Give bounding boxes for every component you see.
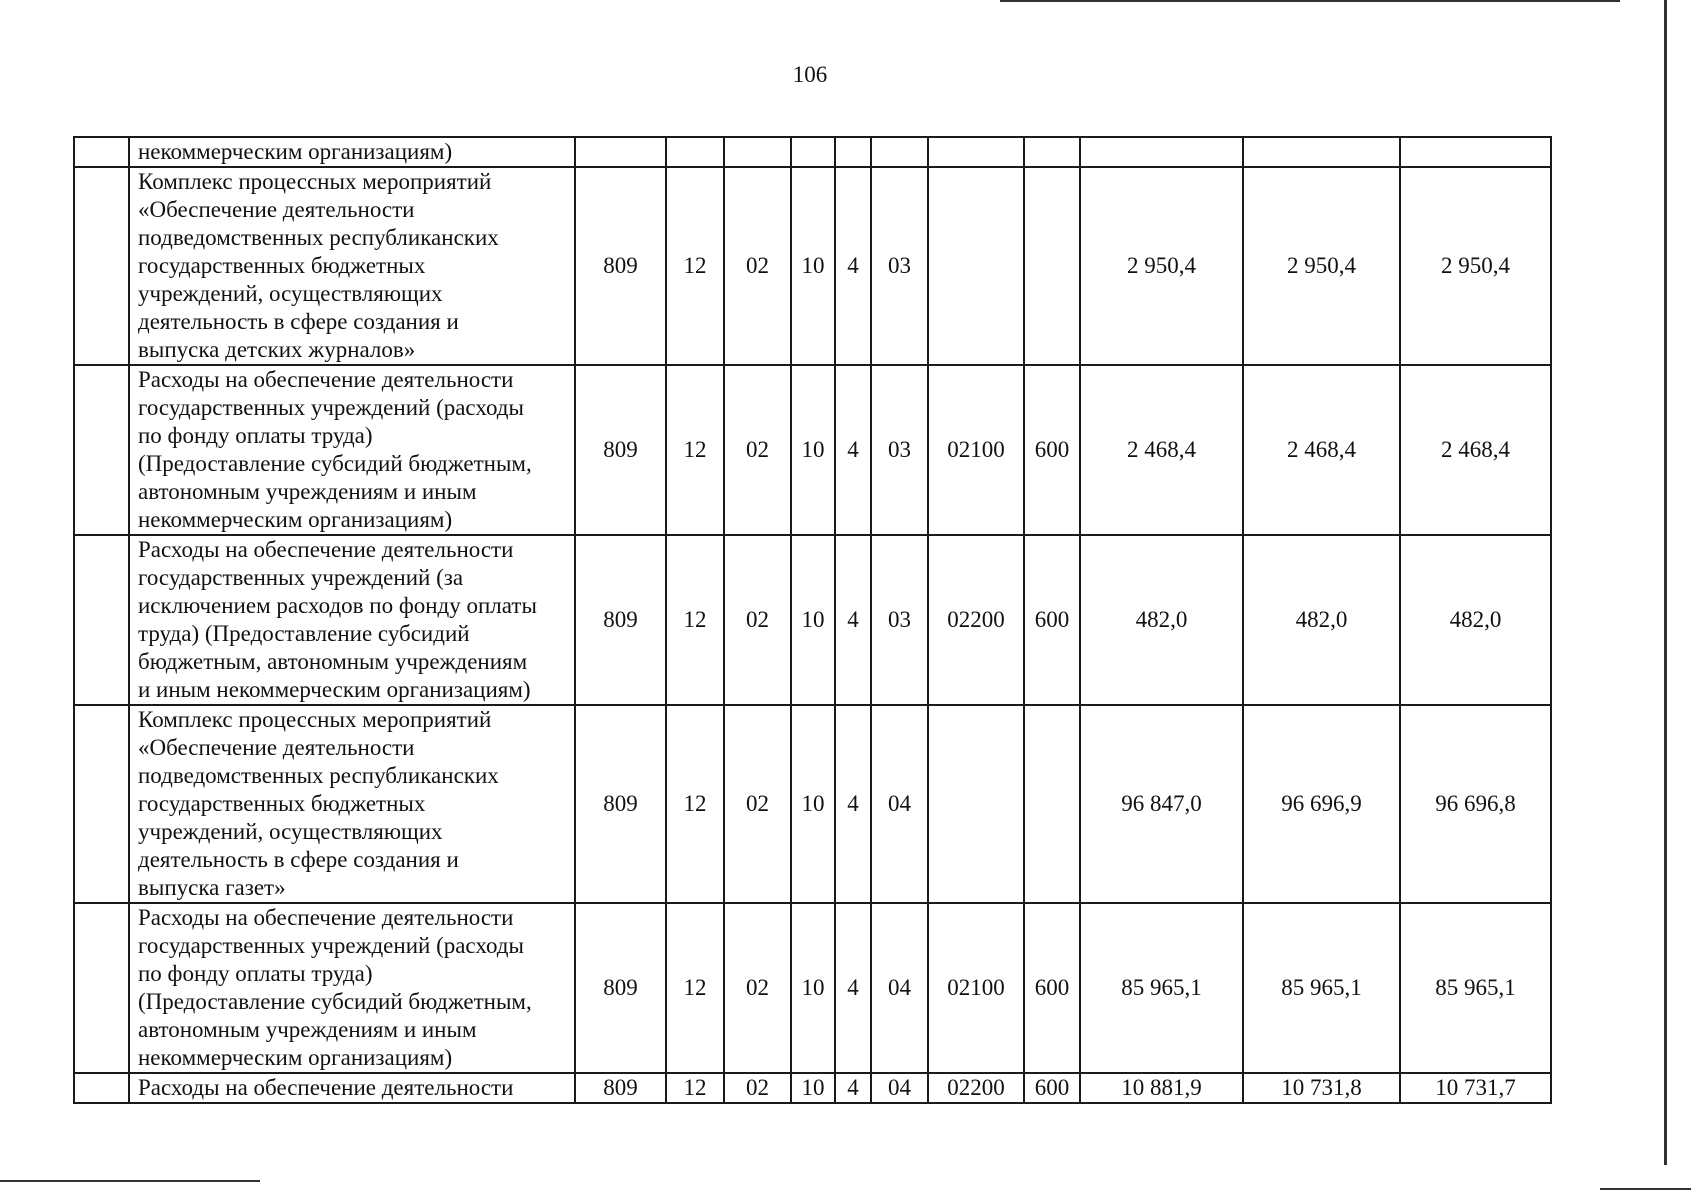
amount-year1-cell: 482,0 — [1080, 535, 1243, 705]
amount-year1-cell: 2 468,4 — [1080, 365, 1243, 535]
amount-year3-cell: 96 696,8 — [1400, 705, 1551, 903]
ministry-code-cell: 809 — [575, 167, 666, 365]
amount-year2-cell: 96 696,9 — [1243, 705, 1400, 903]
section-code-cell: 12 — [666, 705, 724, 903]
program-code-cell: 10 — [791, 535, 835, 705]
amount-year1-cell — [1080, 137, 1243, 167]
table-row — [74, 705, 1551, 903]
subprogram-code-cell: 03 — [871, 167, 928, 365]
ministry-code-cell: 809 — [575, 705, 666, 903]
amount-year3-cell — [1400, 137, 1551, 167]
expense-direction-cell: 02200 — [928, 535, 1024, 705]
scan-edge-line-bottom-right — [1600, 1188, 1691, 1190]
expense-type-cell — [1024, 137, 1080, 167]
program-type-cell: 4 — [835, 167, 871, 365]
section-code-cell: 12 — [666, 167, 724, 365]
amount-year3-cell: 2 468,4 — [1400, 365, 1551, 535]
scan-edge-line-bottom-left — [0, 1180, 260, 1182]
row-index-cell — [74, 535, 129, 705]
expense-type-cell — [1024, 167, 1080, 365]
amount-year2-cell: 85 965,1 — [1243, 903, 1400, 1073]
subprogram-code-cell: 04 — [871, 1073, 928, 1103]
row-index-cell — [74, 1073, 129, 1103]
amount-year2-cell: 2 468,4 — [1243, 365, 1400, 535]
table-row — [74, 903, 1551, 1073]
expense-type-cell — [1024, 705, 1080, 903]
section-code-cell: 12 — [666, 903, 724, 1073]
ministry-code-cell — [575, 137, 666, 167]
amount-year3-cell: 10 731,7 — [1400, 1073, 1551, 1103]
row-index-cell — [74, 705, 129, 903]
expense-type-cell: 600 — [1024, 903, 1080, 1073]
description-cell: Расходы на обеспечение деятельности государственных учреждений (расходы по фонду оплаты труда) (Предоставление субсидий бюджетным, автономным учреждениям и иным некоммерческим организациям) — [129, 365, 575, 535]
program-code-cell: 10 — [791, 167, 835, 365]
section-code-cell — [666, 137, 724, 167]
description-cell: Комплекс процессных мероприятий «Обеспечение деятельности подведомственных республиканских государственных бюджетных учреждений, осуществляющих деятельность в сфере создания и выпуска детских журналов» — [129, 167, 575, 365]
table-row — [74, 1073, 1551, 1103]
description-cell: Расходы на обеспечение деятельности государственных учреждений (за исключением расходов по фонду оплаты труда) (Предоставление субсидий бюджетным, автономным учреждениям и иным некоммерческим организациям) — [129, 535, 575, 705]
expense-type-cell: 600 — [1024, 535, 1080, 705]
amount-year1-cell: 85 965,1 — [1080, 903, 1243, 1073]
amount-year3-cell: 85 965,1 — [1400, 903, 1551, 1073]
program-code-cell: 10 — [791, 365, 835, 535]
subsection-code-cell: 02 — [724, 535, 791, 705]
ministry-code-cell: 809 — [575, 535, 666, 705]
amount-year1-cell: 2 950,4 — [1080, 167, 1243, 365]
amount-year3-cell: 482,0 — [1400, 535, 1551, 705]
program-code-cell: 10 — [791, 705, 835, 903]
section-code-cell: 12 — [666, 535, 724, 705]
expense-direction-cell: 02100 — [928, 903, 1024, 1073]
program-type-cell: 4 — [835, 1073, 871, 1103]
table-row — [74, 535, 1551, 705]
row-index-cell — [74, 167, 129, 365]
amount-year3-cell: 2 950,4 — [1400, 167, 1551, 365]
program-code-cell: 10 — [791, 1073, 835, 1103]
program-type-cell: 4 — [835, 365, 871, 535]
description-cell: Расходы на обеспечение деятельности — [129, 1073, 575, 1103]
table-row — [74, 167, 1551, 365]
description-cell: некоммерческим организациям) — [129, 137, 575, 167]
expense-direction-cell — [928, 167, 1024, 365]
table-row — [74, 365, 1551, 535]
expense-direction-cell — [928, 705, 1024, 903]
subsection-code-cell: 02 — [724, 167, 791, 365]
page-number: 106 — [792, 62, 828, 87]
ministry-code-cell: 809 — [575, 903, 666, 1073]
section-code-cell: 12 — [666, 365, 724, 535]
subsection-code-cell: 02 — [724, 365, 791, 535]
subprogram-code-cell: 03 — [871, 535, 928, 705]
expense-direction-cell: 02200 — [928, 1073, 1024, 1103]
amount-year2-cell: 2 950,4 — [1243, 167, 1400, 365]
subsection-code-cell: 02 — [724, 705, 791, 903]
ministry-code-cell: 809 — [575, 365, 666, 535]
program-type-cell: 4 — [835, 535, 871, 705]
budget-table — [73, 136, 1552, 1104]
program-type-cell: 4 — [835, 903, 871, 1073]
program-code-cell: 10 — [791, 903, 835, 1073]
subsection-code-cell: 02 — [724, 903, 791, 1073]
ministry-code-cell: 809 — [575, 1073, 666, 1103]
subprogram-code-cell — [871, 137, 928, 167]
description-cell: Расходы на обеспечение деятельности государственных учреждений (расходы по фонду оплаты труда) (Предоставление субсидий бюджетным, автономным учреждениям и иным некоммерческим организациям) — [129, 903, 575, 1073]
subprogram-code-cell: 03 — [871, 365, 928, 535]
row-index-cell — [74, 137, 129, 167]
subsection-code-cell — [724, 137, 791, 167]
scan-edge-line-right — [1664, 0, 1667, 1165]
section-code-cell: 12 — [666, 1073, 724, 1103]
program-type-cell: 4 — [835, 705, 871, 903]
scan-edge-line-top — [1000, 0, 1620, 2]
expense-direction-cell — [928, 137, 1024, 167]
amount-year2-cell: 10 731,8 — [1243, 1073, 1400, 1103]
program-type-cell — [835, 137, 871, 167]
expense-type-cell: 600 — [1024, 1073, 1080, 1103]
row-index-cell — [74, 903, 129, 1073]
program-code-cell — [791, 137, 835, 167]
table-row — [74, 137, 1551, 167]
amount-year1-cell: 96 847,0 — [1080, 705, 1243, 903]
row-index-cell — [74, 365, 129, 535]
subprogram-code-cell: 04 — [871, 705, 928, 903]
description-cell: Комплекс процессных мероприятий «Обеспечение деятельности подведомственных республиканских государственных бюджетных учреждений, осуществляющих деятельность в сфере создания и выпуска газет» — [129, 705, 575, 903]
amount-year2-cell: 482,0 — [1243, 535, 1400, 705]
expense-direction-cell: 02100 — [928, 365, 1024, 535]
amount-year2-cell — [1243, 137, 1400, 167]
subprogram-code-cell: 04 — [871, 903, 928, 1073]
subsection-code-cell: 02 — [724, 1073, 791, 1103]
amount-year1-cell: 10 881,9 — [1080, 1073, 1243, 1103]
expense-type-cell: 600 — [1024, 365, 1080, 535]
